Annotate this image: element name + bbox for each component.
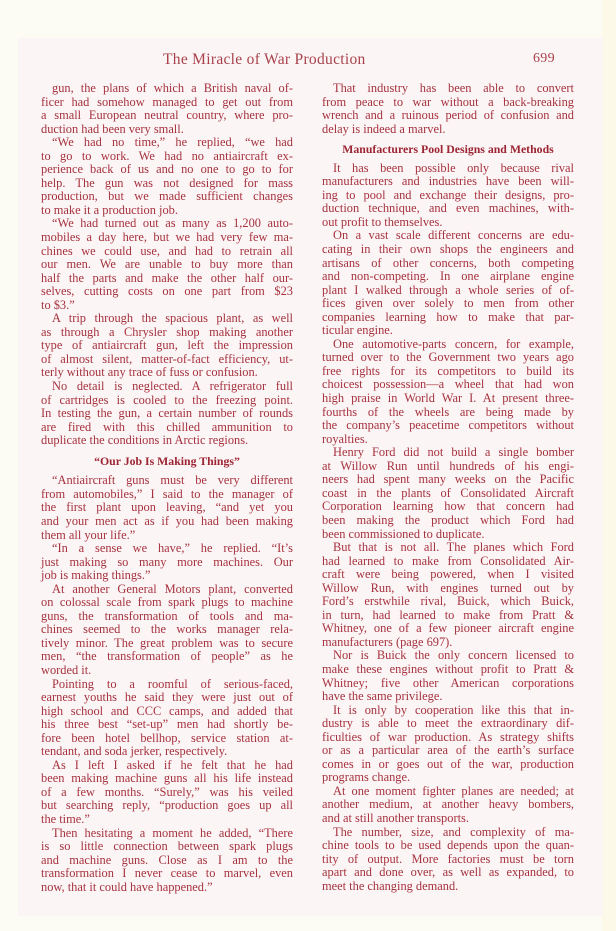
text-line: gun, the plans of which a British naval of-	[52, 81, 293, 95]
text-line: of a few months. “Surely,” was his veiled	[41, 784, 293, 799]
text-line: perience back of us and no one to go to for	[41, 162, 293, 177]
text-line: duction technique, and even machines, with-	[322, 201, 574, 216]
text-line: companies learning how to make that par-	[322, 309, 574, 324]
text-line: It has been possible only because rival	[333, 160, 574, 175]
text-line: Willow Run, with engines turned out by	[322, 580, 574, 595]
text-line: dustry is able to meet the extraordinary dif-	[322, 716, 574, 731]
text-line: turned over to the Government two years ago	[322, 350, 574, 365]
text-line: at Willow Run until hundreds of his engi-	[322, 458, 574, 473]
text-line: manufacturers (page 697).	[322, 634, 453, 649]
text-line: another medium, at another heavy bombers,	[322, 797, 574, 812]
text-line: Ford’s erstwhile rival, Buick, which Buick,	[322, 594, 574, 609]
paragraph	[322, 162, 574, 230]
text-line: “In a sense we have,” he replied. “It’s	[52, 541, 293, 556]
text-line: fore been hotel bellhop, service station at-	[41, 730, 293, 745]
text-line: chines we could use, and had to retrain all	[41, 243, 293, 258]
text-line: A trip through the spacious plant, as well	[52, 311, 293, 326]
text-line: Whitney; five other American corporations	[322, 675, 574, 690]
text-line: is so little connection between spark plugs	[41, 839, 293, 854]
text-line: meet the changing demand.	[322, 878, 459, 893]
text-line: guns, the transformation of tools and ma-	[41, 608, 293, 623]
text-line: The number, size, and complexity of ma-	[333, 824, 574, 839]
text-line: the time.”	[41, 811, 90, 826]
text-line: royalties.	[322, 431, 368, 446]
text-line: neers had spent many weeks on the Pacific	[322, 472, 574, 487]
text-line: been making machine guns all his life instead	[41, 771, 293, 786]
text-line: One automotive-parts concern, for example,	[333, 336, 574, 351]
section-subhead: “Our Job Is Making Things”	[94, 453, 240, 468]
paragraph	[41, 827, 293, 895]
text-line: and your men act as if you had been making	[41, 513, 293, 528]
paragraph	[41, 759, 293, 827]
text-line: “We had turned out as many as 1,200 auto-	[52, 216, 293, 231]
text-line: craft were being powered, when I visited	[322, 567, 574, 582]
text-line: to make it a production job.	[41, 202, 178, 217]
text-line: men, “the transformation of people” as he	[41, 649, 293, 664]
text-line: the company’s peacetime competitors without	[322, 418, 574, 433]
text-line: delay is indeed a marvel.	[322, 121, 446, 136]
text-line: ficulties of war production. As strategy shifts	[322, 729, 574, 744]
text-line: At one moment fighter planes are needed; at	[333, 783, 574, 798]
text-line: ticular engine.	[322, 323, 393, 338]
text-line: been making the product which Ford had	[322, 512, 574, 527]
text-line: plant I walked through a whole series of of-	[322, 282, 574, 297]
running-head	[0, 51, 616, 71]
paragraph	[322, 649, 574, 703]
text-line: programs change.	[322, 770, 411, 785]
text-line: At another General Motors plant, converted	[52, 581, 293, 596]
text-line: choicest possession—a wheel that had won	[322, 377, 574, 392]
text-line: production, but we made sufficient changes	[41, 189, 293, 204]
text-line: have the same privilege.	[322, 689, 443, 704]
text-line: on colossal scale from spark plugs to machine	[41, 595, 293, 610]
text-line: our men. We are unable to buy more than	[41, 257, 293, 272]
text-line: now, that it could have happened.”	[41, 879, 213, 894]
text-line: Then hesitating a moment he added, “There	[52, 825, 293, 840]
text-line: help. The gun was not designed for mass	[41, 175, 293, 190]
text-line: type of antiaircraft gun, left the impression	[41, 338, 293, 353]
text-line: high school and CCC camps, and added that	[41, 703, 293, 718]
paragraph	[41, 474, 293, 542]
text-line: transformation I never cease to marvel, even	[41, 866, 293, 881]
text-line: cating in their own shops the engineers and	[322, 242, 574, 257]
text-line: tively minor. The great problem was to secure	[41, 635, 293, 650]
text-line: selves, cutting costs on one part from $23	[41, 284, 293, 299]
left-column	[41, 82, 293, 894]
text-line: But that is not all. The planes which Ford	[333, 540, 574, 555]
text-line: job is making things.”	[41, 568, 151, 583]
paragraph	[322, 229, 574, 337]
paragraph	[41, 136, 293, 217]
text-line: high praise in World War I. At present three-	[322, 391, 574, 406]
scan-edge-strip	[602, 0, 616, 931]
text-line: and at still another transports.	[322, 810, 469, 825]
text-line: had learned to make from Consolidated Air-	[322, 553, 574, 568]
paragraph	[322, 826, 574, 894]
paragraph	[41, 82, 293, 136]
section-subhead: Manufacturers Pool Designs and Methods	[342, 142, 554, 157]
text-line: to $3.”	[41, 297, 75, 312]
paragraph	[41, 542, 293, 583]
text-line: fices given over solely to men from other	[322, 296, 574, 311]
text-line: make these engines without profit to Pratt &	[322, 661, 574, 676]
running-title: The Miracle of War Production	[163, 51, 366, 68]
text-line: earnest youths he said they were just out of	[41, 690, 293, 705]
text-line: coast in the plants of Consolidated Aircraft	[322, 485, 574, 500]
text-line: of almost silent, matter-of-fact efficiency, ut-	[41, 351, 293, 366]
paragraph	[322, 338, 574, 446]
paragraph	[41, 380, 293, 448]
text-line: Nor is Buick the only concern licensed to	[333, 648, 574, 663]
text-line: his three best “set-up” men had shortly be-	[41, 717, 293, 732]
text-line: them all your life.”	[41, 527, 136, 542]
text-line: comes in or goes out of the war, production	[322, 756, 574, 771]
text-line: mobiles a day here, but we had very few ma-	[41, 230, 293, 245]
text-line: or as a particular area of the earth’s surface	[322, 743, 574, 758]
paragraph	[41, 583, 293, 678]
text-line: As I left I asked if he felt that he had	[52, 757, 293, 772]
text-line: Corporation learning how that concern had	[322, 499, 574, 514]
paragraph	[41, 217, 293, 312]
text-line: terly without any trace of fuss or confusion.	[41, 365, 258, 380]
text-line: “Antiaircraft guns must be very different	[52, 473, 293, 488]
paragraph	[322, 446, 574, 541]
paragraph	[322, 704, 574, 785]
text-line: chine tools to be used depends upon the quan-	[322, 838, 574, 853]
text-line: as through a Chrysler shop making another	[41, 324, 293, 339]
text-line: No detail is neglected. A refrigerator full	[52, 379, 293, 394]
text-line: Henry Ford did not build a single bomber	[333, 445, 574, 460]
text-line: duction had been very small.	[41, 121, 184, 136]
text-line: to go to work. We had no antiaircraft ex-	[41, 148, 293, 163]
text-line: fourths of the wheels are being made by	[322, 404, 574, 419]
text-line: ficer had somehow managed to get out from	[41, 94, 293, 109]
page-number: 699	[533, 51, 555, 66]
text-line: just making so many more machines. Our	[41, 554, 293, 569]
text-line: In testing the gun, a certain number of rounds	[41, 406, 293, 421]
text-line: in turn, had learned to make from Pratt &	[322, 607, 574, 622]
text-line: of cartridges is cooled to the freezing point.	[41, 392, 293, 407]
text-line: ing to pool and exchange their designs, pro-	[322, 187, 574, 202]
text-line: duplicate the conditions in Arctic regions.	[41, 433, 249, 448]
text-line: chines seemed to the works manager rela-	[41, 622, 293, 637]
paragraph	[41, 312, 293, 380]
paragraph	[322, 82, 574, 136]
text-line: manufacturers and industries have been will-	[322, 174, 574, 189]
text-line: tity of output. More factories must be torn	[322, 851, 574, 866]
text-line: from automobiles,” I said to the manager of	[41, 486, 293, 501]
right-column	[322, 82, 574, 893]
text-line: but searching reply, “production goes up all	[41, 798, 293, 813]
text-line: “We had no time,” he replied, “we had	[52, 135, 293, 150]
text-line: It is only by cooperation like this that in-	[333, 702, 574, 717]
text-line: been commissioned to duplicate.	[322, 526, 485, 541]
text-line: are fired with this chilled ammunition to	[41, 419, 293, 434]
text-line: the first plant upon leaving, “and yet you	[41, 500, 293, 515]
paragraph	[322, 541, 574, 649]
text-line: wrench and a ruinous period of confusion and	[322, 108, 574, 123]
text-line: a small European neutral country, where pro-	[41, 108, 293, 123]
text-line: That industry has been able to convert	[333, 81, 574, 95]
text-line: apart and done over, as well as expanded, to	[322, 865, 574, 880]
text-line: Pointing to a roomful of serious-faced,	[52, 676, 293, 691]
text-line: out profit to themselves.	[322, 214, 443, 229]
text-line: from peace to war without a back-breaking	[322, 94, 574, 109]
text-line: worded it.	[41, 662, 92, 677]
text-line: and non-competing. In one airplane engine	[322, 269, 574, 284]
text-line: tendant, and soda jerker, respectively.	[41, 744, 228, 759]
paragraph	[322, 785, 574, 826]
paragraph	[41, 678, 293, 759]
text-line: On a vast scale different concerns are edu-	[333, 228, 574, 243]
text-line: and machine guns. Close as I am to the	[41, 852, 293, 867]
text-line: Whitney, one of a few pioneer aircraft engine	[322, 621, 574, 636]
text-line: artisans of other concerns, both competing	[322, 255, 574, 270]
text-line: free rights for its competitors to build its	[322, 363, 574, 378]
text-line: half the parts and make the other half our-	[41, 270, 293, 285]
